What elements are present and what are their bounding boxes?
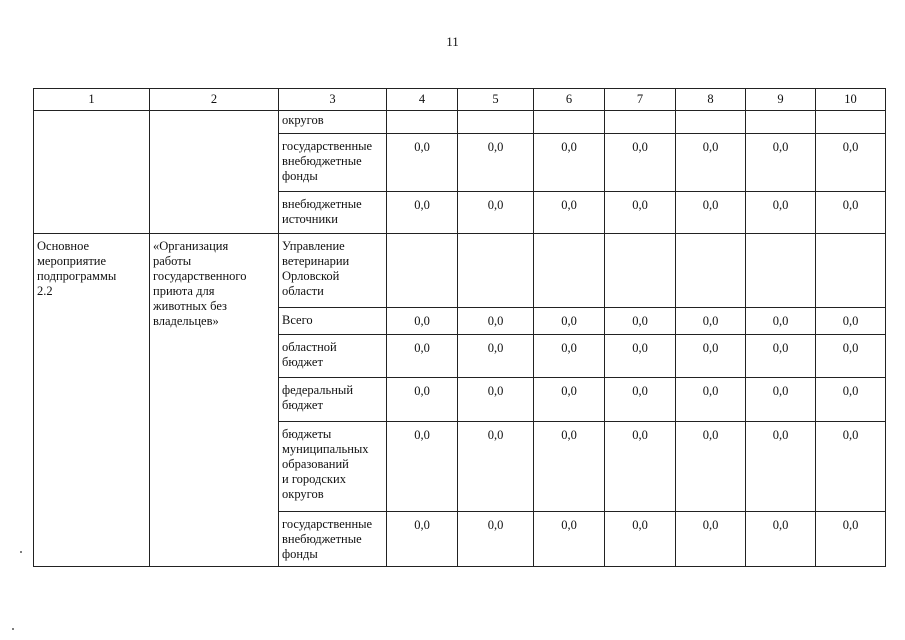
value-cell: 0,0 — [676, 422, 746, 512]
executor-cell: Управление ветеринарии Орловской области — [279, 234, 387, 308]
funding-source-cell: федеральный бюджет — [279, 378, 387, 422]
header-cell: 4 — [387, 89, 458, 111]
value-cell: 0,0 — [676, 192, 746, 234]
table-row — [34, 111, 886, 134]
value-cell: 0,0 — [605, 308, 676, 335]
value-cell: 0,0 — [676, 378, 746, 422]
value-cell: 0,0 — [534, 512, 605, 567]
value-cell: 0,0 — [458, 378, 534, 422]
header-cell: 8 — [676, 89, 746, 111]
value-cell: 0,0 — [458, 512, 534, 567]
funding-source-cell: государственные внебюджетные фонды — [279, 134, 387, 192]
value-cell: 0,0 — [534, 378, 605, 422]
empty-cell — [605, 234, 676, 308]
header-cell: 2 — [150, 89, 279, 111]
value-cell: 0,0 — [605, 134, 676, 192]
value-cell: 0,0 — [458, 134, 534, 192]
empty-cell — [150, 111, 279, 234]
empty-cell — [458, 234, 534, 308]
value-cell: 0,0 — [458, 192, 534, 234]
value-cell: 0,0 — [387, 378, 458, 422]
value-cell: 0,0 — [746, 378, 816, 422]
value-cell — [387, 111, 458, 134]
measure-title-cell: «Организация работы государственного приюта для животных без владельцев» — [150, 234, 279, 567]
value-cell — [676, 111, 746, 134]
funding-source-cell: государственные внебюджетные фонды — [279, 512, 387, 567]
empty-cell — [676, 234, 746, 308]
value-cell: 0,0 — [676, 308, 746, 335]
header-cell: 7 — [605, 89, 676, 111]
empty-cell — [746, 234, 816, 308]
value-cell — [605, 111, 676, 134]
scan-speck — [20, 551, 22, 553]
empty-cell — [34, 111, 150, 234]
value-cell: 0,0 — [816, 378, 886, 422]
value-cell: 0,0 — [746, 512, 816, 567]
value-cell: 0,0 — [387, 422, 458, 512]
value-cell: 0,0 — [387, 308, 458, 335]
value-cell: 0,0 — [816, 422, 886, 512]
value-cell: 0,0 — [458, 422, 534, 512]
value-cell: 0,0 — [605, 378, 676, 422]
scan-speck — [12, 628, 14, 630]
empty-cell — [534, 234, 605, 308]
value-cell: 0,0 — [387, 192, 458, 234]
header-cell: 9 — [746, 89, 816, 111]
value-cell: 0,0 — [816, 512, 886, 567]
value-cell: 0,0 — [387, 512, 458, 567]
value-cell: 0,0 — [605, 335, 676, 378]
value-cell: 0,0 — [458, 335, 534, 378]
funding-source-cell: округов — [279, 111, 387, 134]
table-row — [34, 234, 886, 308]
value-cell: 0,0 — [676, 134, 746, 192]
header-cell: 5 — [458, 89, 534, 111]
value-cell: 0,0 — [816, 308, 886, 335]
value-cell: 0,0 — [458, 308, 534, 335]
value-cell: 0,0 — [534, 192, 605, 234]
funding-source-cell: бюджеты муниципальных образований и городских округов — [279, 422, 387, 512]
value-cell: 0,0 — [605, 192, 676, 234]
value-cell: 0,0 — [387, 134, 458, 192]
page-number: 11 — [446, 34, 459, 49]
value-cell: 0,0 — [605, 422, 676, 512]
empty-cell — [816, 234, 886, 308]
header-cell: 3 — [279, 89, 387, 111]
value-cell: 0,0 — [605, 512, 676, 567]
value-cell — [816, 111, 886, 134]
value-cell: 0,0 — [816, 134, 886, 192]
value-cell: 0,0 — [534, 134, 605, 192]
value-cell: 0,0 — [816, 192, 886, 234]
value-cell: 0,0 — [746, 192, 816, 234]
value-cell: 0,0 — [746, 134, 816, 192]
header-row — [34, 89, 886, 111]
value-cell: 0,0 — [534, 308, 605, 335]
funding-source-cell: областной бюджет — [279, 335, 387, 378]
value-cell — [458, 111, 534, 134]
budget-table — [33, 88, 886, 567]
value-cell: 0,0 — [676, 512, 746, 567]
value-cell: 0,0 — [746, 422, 816, 512]
value-cell: 0,0 — [534, 335, 605, 378]
measure-name-cell: Основное мероприятие подпрограммы 2.2 — [34, 234, 150, 567]
value-cell: 0,0 — [534, 422, 605, 512]
value-cell: 0,0 — [746, 335, 816, 378]
empty-cell — [387, 234, 458, 308]
funding-source-cell: внебюджетные источники — [279, 192, 387, 234]
value-cell: 0,0 — [746, 308, 816, 335]
value-cell: 0,0 — [816, 335, 886, 378]
header-cell: 1 — [34, 89, 150, 111]
value-cell — [746, 111, 816, 134]
header-cell: 10 — [816, 89, 886, 111]
value-cell: 0,0 — [387, 335, 458, 378]
funding-source-cell: Всего — [279, 308, 387, 335]
value-cell — [534, 111, 605, 134]
header-cell: 6 — [534, 89, 605, 111]
value-cell: 0,0 — [676, 335, 746, 378]
